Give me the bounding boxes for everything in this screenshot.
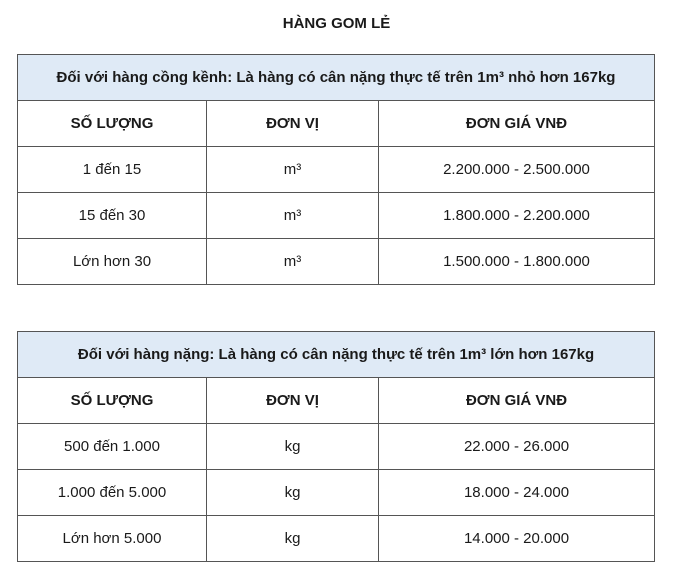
table-row: [18, 424, 655, 470]
quantity-cell: Lớn hơn 5.000: [18, 516, 207, 562]
quantity-cell: 500 đến 1.000: [18, 424, 207, 470]
column-header-quantity: SỐ LƯỢNG: [18, 378, 207, 424]
table-header-row: [18, 101, 655, 147]
price-cell: 18.000 - 24.000: [379, 470, 655, 516]
unit-cell: m³: [207, 147, 379, 193]
price-cell: 1.800.000 - 2.200.000: [379, 193, 655, 239]
table-header-row: [18, 378, 655, 424]
column-header-unit-price: ĐƠN GIÁ VNĐ: [379, 378, 655, 424]
column-header-unit: ĐƠN VỊ: [207, 378, 379, 424]
heavy-goods-price-table: [17, 331, 655, 562]
unit-cell: kg: [207, 424, 379, 470]
quantity-cell: 1.000 đến 5.000: [18, 470, 207, 516]
table-caption: Đối với hàng cồng kềnh: Là hàng có cân nặng thực tế trên 1m³ nhỏ hơn 167kg: [18, 55, 655, 101]
column-header-unit-price: ĐƠN GIÁ VNĐ: [379, 101, 655, 147]
table-row: [18, 147, 655, 193]
price-cell: 22.000 - 26.000: [379, 424, 655, 470]
table-row: [18, 193, 655, 239]
price-cell: 1.500.000 - 1.800.000: [379, 239, 655, 285]
column-header-unit: ĐƠN VỊ: [207, 101, 379, 147]
unit-cell: m³: [207, 193, 379, 239]
page-title: HÀNG GOM LẺ: [282, 15, 391, 32]
quantity-cell: 1 đến 15: [18, 147, 207, 193]
table-caption-row: [18, 55, 655, 101]
bulky-goods-price-table: [17, 54, 655, 285]
quantity-cell: Lớn hơn 30: [18, 239, 207, 285]
unit-cell: m³: [207, 239, 379, 285]
table-row: [18, 516, 655, 562]
price-cell: 2.200.000 - 2.500.000: [379, 147, 655, 193]
unit-cell: kg: [207, 470, 379, 516]
quantity-cell: 15 đến 30: [18, 193, 207, 239]
table-caption-row: [18, 332, 655, 378]
unit-cell: kg: [207, 516, 379, 562]
table-row: [18, 470, 655, 516]
price-cell: 14.000 - 20.000: [379, 516, 655, 562]
column-header-quantity: SỐ LƯỢNG: [18, 101, 207, 147]
table-row: [18, 239, 655, 285]
table-caption: Đối với hàng nặng: Là hàng có cân nặng thực tế trên 1m³ lớn hơn 167kg: [18, 332, 655, 378]
